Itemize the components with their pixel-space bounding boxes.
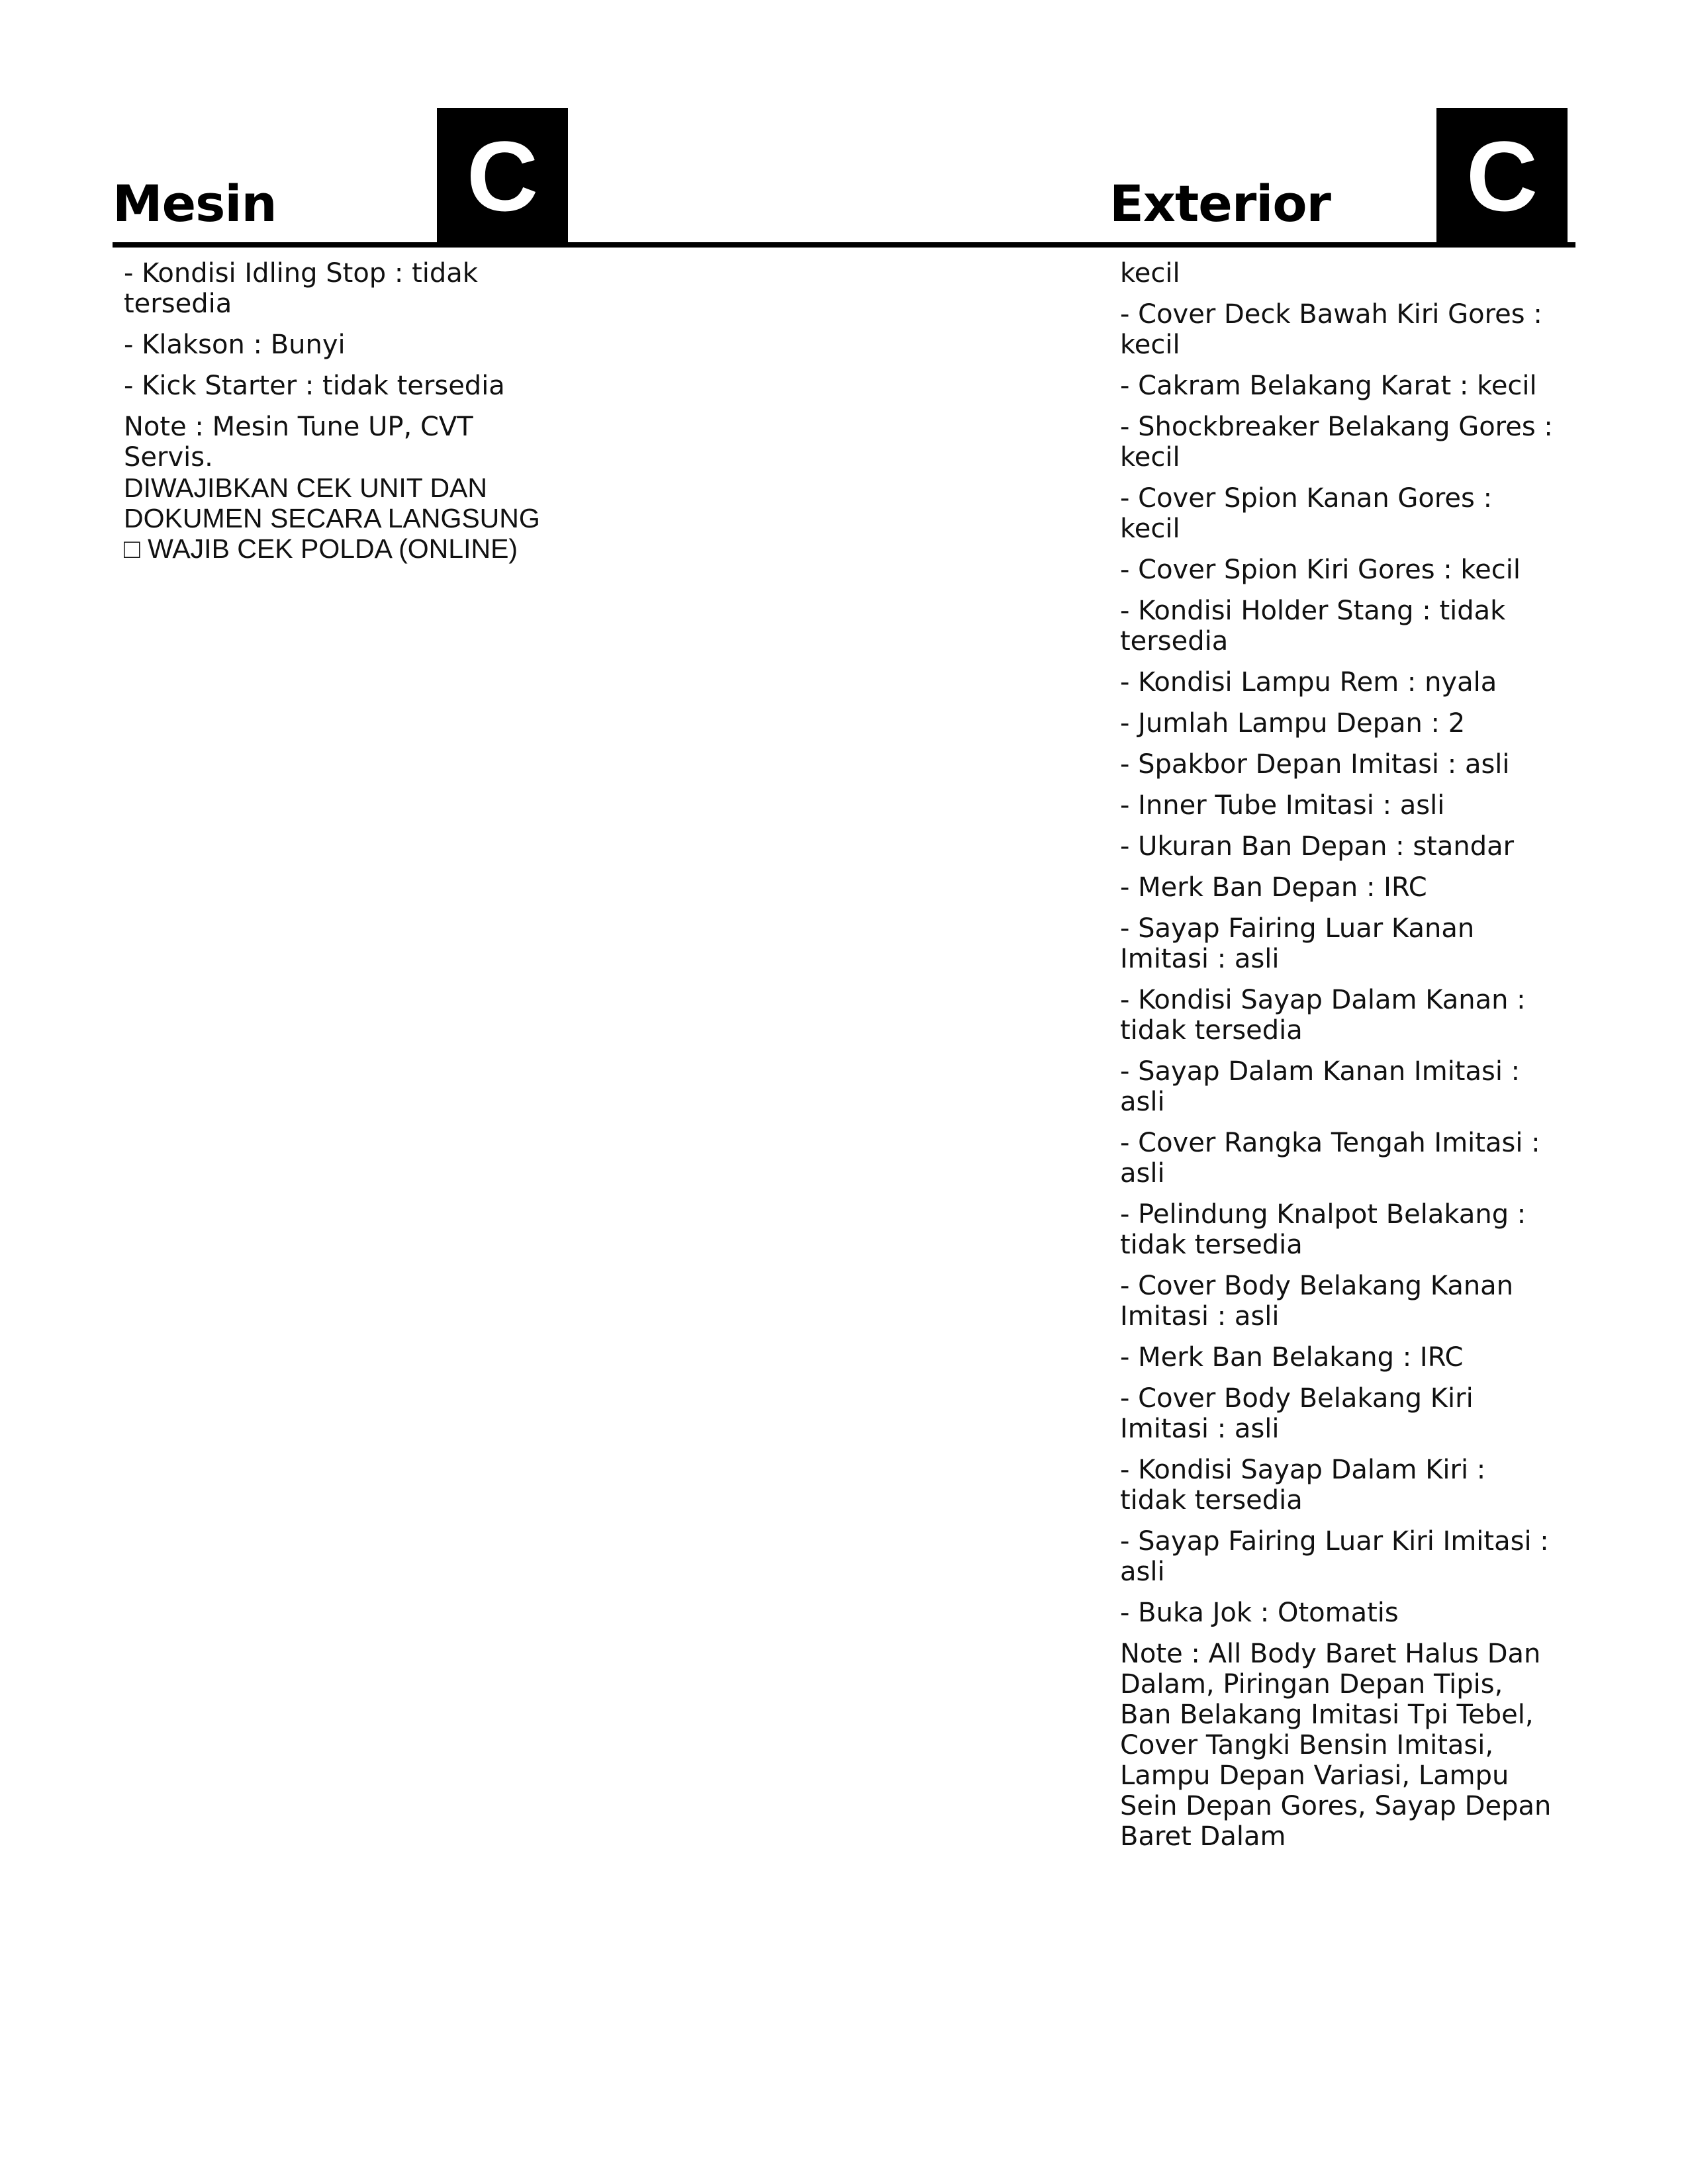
exterior-item: - Inner Tube Imitasi : asli bbox=[1120, 790, 1445, 821]
exterior-item: - Sayap Dalam Kanan Imitasi : asli bbox=[1120, 1056, 1521, 1117]
exterior-item: - Pelindung Knalpot Belakang : tidak tersedia bbox=[1120, 1199, 1526, 1260]
exterior-item: - Sayap Fairing Luar Kanan Imitasi : asli bbox=[1120, 913, 1475, 974]
mesin-note-warning: DIWAJIBKAN CEK UNIT DAN DOKUMEN SECARA LANGSUNG □ WAJIB CEK POLDA (ONLINE) bbox=[124, 473, 540, 564]
exterior-title: Exterior bbox=[1109, 174, 1331, 233]
mesin-item: - Klakson : Bunyi bbox=[124, 330, 346, 360]
mesin-title: Mesin bbox=[113, 174, 277, 233]
exterior-item: - Jumlah Lampu Depan : 2 bbox=[1120, 708, 1466, 739]
mesin-grade-badge: C bbox=[437, 108, 568, 246]
exterior-item: - Kondisi Lampu Rem : nyala bbox=[1120, 667, 1497, 698]
exterior-item: - Cover Body Belakang Kanan Imitasi : asli bbox=[1120, 1271, 1514, 1332]
exterior-continued-text: kecil bbox=[1120, 258, 1180, 289]
exterior-item: - Cover Rangka Tengah Imitasi : asli bbox=[1120, 1128, 1540, 1189]
exterior-item: - Buka Jok : Otomatis bbox=[1120, 1598, 1399, 1628]
exterior-item: - Merk Ban Depan : IRC bbox=[1120, 872, 1427, 903]
exterior-item: - Cover Body Belakang Kiri Imitasi : asli bbox=[1120, 1383, 1474, 1444]
exterior-item: - Spakbor Depan Imitasi : asli bbox=[1120, 749, 1510, 780]
exterior-item: - Cover Spion Kanan Gores : kecil bbox=[1120, 483, 1493, 544]
exterior-note: Note : All Body Baret Halus Dan Dalam, Piringan Depan Tipis, Ban Belakang Imitasi Tpi Tebel, Cover Tangki Bensin Imitasi, Lampu Depan Variasi, Lampu Sein Depan Gores, Sayap Depan Baret Dalam bbox=[1120, 1639, 1560, 1852]
header-rule bbox=[113, 242, 1575, 248]
exterior-item: - Kondisi Holder Stang : tidak tersedia bbox=[1120, 596, 1506, 657]
exterior-item: - Kondisi Sayap Dalam Kiri : tidak tersedia bbox=[1120, 1455, 1486, 1516]
mesin-column bbox=[124, 258, 561, 564]
exterior-item: - Merk Ban Belakang : IRC bbox=[1120, 1342, 1464, 1373]
mesin-item: - Kick Starter : tidak tersedia bbox=[124, 371, 505, 401]
exterior-item: - Cover Spion Kiri Gores : kecil bbox=[1120, 555, 1521, 585]
exterior-item: - Cakram Belakang Karat : kecil bbox=[1120, 371, 1537, 401]
mesin-item: - Kondisi Idling Stop : tidak tersedia bbox=[124, 258, 478, 319]
exterior-item: - Ukuran Ban Depan : standar bbox=[1120, 831, 1515, 862]
exterior-column bbox=[1120, 258, 1560, 1852]
exterior-item: - Shockbreaker Belakang Gores : kecil bbox=[1120, 412, 1553, 473]
exterior-item: - Sayap Fairing Luar Kiri Imitasi : asli bbox=[1120, 1526, 1549, 1587]
exterior-item: - Cover Deck Bawah Kiri Gores : kecil bbox=[1120, 299, 1542, 360]
exterior-item: - Kondisi Sayap Dalam Kanan : tidak tersedia bbox=[1120, 985, 1526, 1046]
exterior-grade-badge: C bbox=[1436, 108, 1568, 246]
mesin-note: Note : Mesin Tune UP, CVT Servis. bbox=[124, 412, 482, 473]
